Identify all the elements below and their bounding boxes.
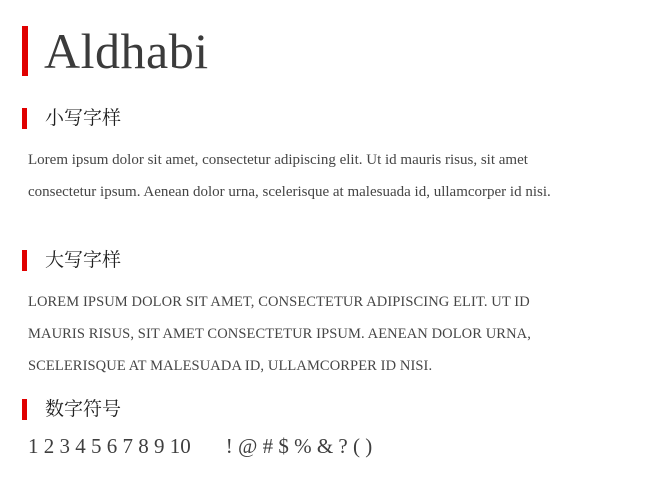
section-uppercase-sample <box>22 250 668 382</box>
section-heading <box>22 250 668 271</box>
sample-text-line: MAURIS RISUS, SIT AMET CONSECTETUR IPSUM. AENEAN DOLOR URNA, <box>28 326 531 342</box>
uppercase-sample-text <box>28 286 668 382</box>
numerals-symbols-row <box>28 431 668 461</box>
section-heading <box>22 108 668 129</box>
sample-text-line: LOREM IPSUM DOLOR SIT AMET, CONSECTETUR ADIPISCING ELIT. UT ID <box>28 294 530 310</box>
section-heading <box>22 399 668 420</box>
section-heading-label: 小写字样 <box>45 108 122 129</box>
section-heading-label: 大写字样 <box>45 250 122 271</box>
section-numerals-symbols <box>22 399 668 461</box>
font-title-header <box>22 23 668 79</box>
sample-text-line: Lorem ipsum dolor sit amet, consectetur adipiscing elit. Ut id mauris risus, sit amet <box>28 152 528 168</box>
symbols-sample: ! @ # $ % & ? ( ) <box>225 434 373 458</box>
accent-bar <box>22 26 28 76</box>
sample-text-line: SCELERISQUE AT MALESUADA ID, ULLAMCORPER ID NISI. <box>28 358 433 374</box>
accent-bar <box>22 108 27 129</box>
lowercase-sample-text <box>28 144 668 208</box>
section-lowercase-sample <box>22 108 668 208</box>
accent-bar <box>22 250 27 271</box>
font-title: Aldhabi <box>44 23 209 79</box>
accent-bar <box>22 399 27 420</box>
section-heading-label: 数字符号 <box>45 399 122 420</box>
numerals-sample: 1 2 3 4 5 6 7 8 9 10 <box>28 434 191 458</box>
sample-text-line: consectetur ipsum. Aenean dolor urna, scelerisque at malesuada id, ullamcorper id nisi. <box>28 184 551 200</box>
